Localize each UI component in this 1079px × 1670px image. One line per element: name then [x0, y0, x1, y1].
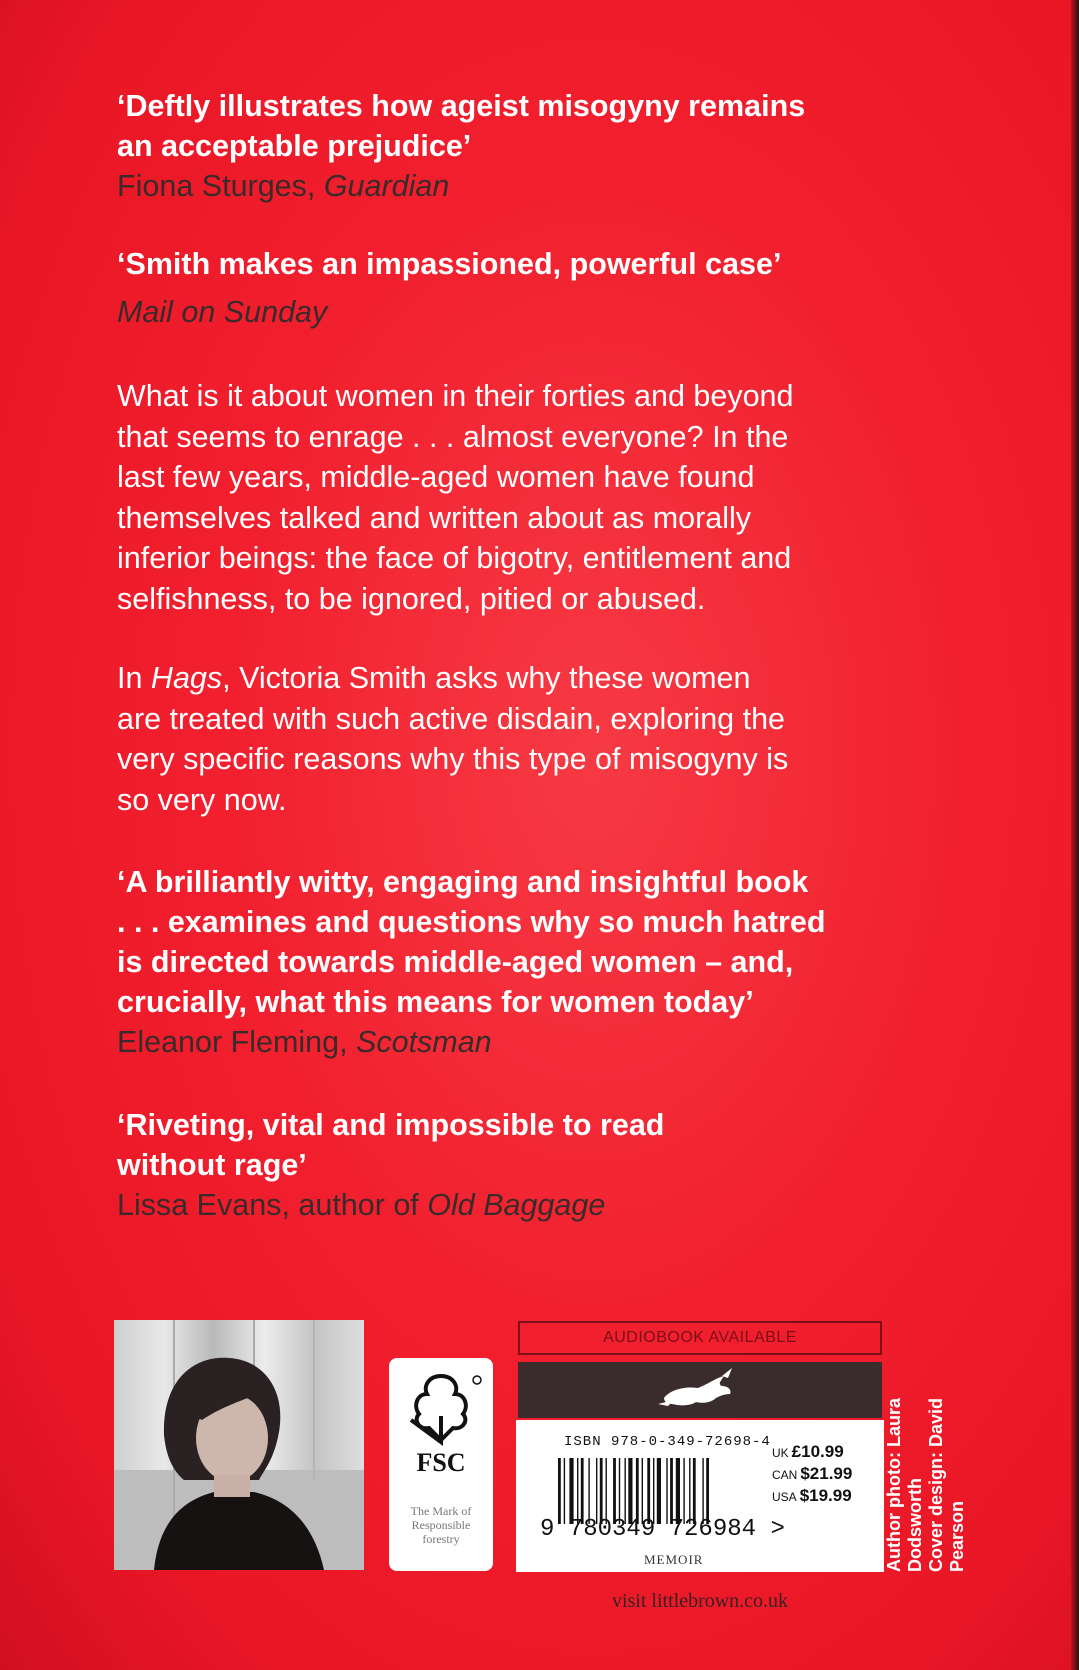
isbn-text: ISBN 978-0-349-72698-4 — [564, 1434, 771, 1450]
quote-line: ‘Riveting, vital and impossible to read — [117, 1108, 665, 1142]
book-title: Old Baggage — [427, 1188, 606, 1222]
blurb-line: selfishness, to be ignored, pitied or abused. — [117, 581, 706, 616]
blurb-text: , Victoria Smith asks why these women — [222, 661, 751, 695]
reviewer-name: Eleanor Fleming, — [117, 1025, 357, 1059]
barcode-icon — [558, 1458, 754, 1524]
design-credit: Cover design: David Pearson — [926, 1397, 967, 1572]
audiobook-label: AUDIOBOOK AVAILABLE — [518, 1321, 882, 1355]
price-amount: $21.99 — [800, 1464, 853, 1483]
blurb-line: themselves talked and written about as morally — [117, 500, 752, 535]
quote-line: crucially, what this means for women today’ — [117, 985, 754, 1019]
blurb-paragraph-2 — [117, 658, 937, 820]
quote-line: ‘Deftly illustrates how ageist misogyny remains — [117, 89, 806, 123]
blurb-paragraph-1 — [117, 376, 937, 619]
hare-icon — [518, 1362, 882, 1418]
blurb-line: What is it about women in their forties and beyond — [117, 379, 794, 413]
book-title: Hags — [150, 661, 223, 695]
reviewer-name: Fiona Sturges, — [117, 169, 324, 203]
review-quote-3 — [117, 862, 917, 1022]
author-photo — [114, 1320, 364, 1570]
book-category: MEMOIR — [644, 1552, 704, 1567]
fsc-name: FSC — [416, 1448, 466, 1477]
review-attribution-1 — [117, 166, 917, 206]
review-attribution-2 — [117, 292, 917, 332]
publisher-website: visit littlebrown.co.uk — [611, 1590, 789, 1612]
cover-credits — [884, 1322, 967, 1572]
fsc-tagline-line: Responsible — [411, 1518, 471, 1532]
review-quote-4 — [117, 1105, 917, 1185]
fsc-tree-icon — [389, 1364, 493, 1452]
quote-line: is directed towards middle-aged women – and, — [117, 945, 794, 979]
fsc-tagline-line: The Mark of — [410, 1504, 472, 1518]
reviewer-name: Lissa Evans, author of — [117, 1188, 428, 1222]
review-attribution-4 — [117, 1185, 917, 1225]
fsc-tagline-line: forestry — [422, 1532, 460, 1546]
price-amount: £10.99 — [791, 1442, 844, 1461]
publication-name: Scotsman — [356, 1025, 492, 1059]
blurb-line: last few years, middle-aged women have found — [117, 460, 755, 494]
price-currency: CAN — [772, 1468, 798, 1482]
quote-line: ‘A brilliantly witty, engaging and insightful book — [117, 865, 809, 899]
blurb-line: inferior beings: the face of bigotry, entitlement and — [117, 541, 792, 575]
fsc-tagline — [395, 1504, 487, 1546]
price-amount: $19.99 — [799, 1486, 852, 1505]
quote-line: . . . examines and questions why so much hatred — [117, 905, 826, 939]
photo-credit: Author photo: Laura Dodsworth — [884, 1398, 925, 1572]
quote-line: without rage’ — [117, 1148, 307, 1182]
blurb-line: so very now. — [117, 782, 287, 817]
quote-line: ‘Smith makes an impassioned, powerful case’ — [117, 247, 782, 281]
price-can — [772, 1464, 852, 1484]
review-quote-2 — [117, 244, 917, 284]
blurb-line: that seems to enrage . . . almost everyone? In the — [117, 419, 789, 454]
blurb-line: are treated with such active disdain, exploring the — [117, 701, 785, 736]
price-currency: UK — [772, 1446, 789, 1460]
author-portrait-icon — [114, 1320, 364, 1570]
price-usa — [772, 1486, 852, 1506]
audiobook-banner — [518, 1362, 882, 1418]
blurb-line: very specific reasons why this type of misogyny is — [117, 742, 789, 776]
publication-name: Guardian — [323, 169, 450, 203]
barcode-digits: 9 780349 726984 > — [540, 1516, 785, 1543]
fsc-logo — [389, 1358, 493, 1571]
book-edge — [1071, 0, 1079, 1670]
quote-line: an acceptable prejudice’ — [117, 129, 472, 163]
blurb-text: In — [117, 661, 151, 695]
review-attribution-3 — [117, 1022, 917, 1062]
price-uk — [772, 1442, 844, 1462]
barcode-panel — [516, 1420, 884, 1572]
publication-name: Mail on Sunday — [117, 295, 328, 329]
blurb-line — [117, 658, 937, 699]
price-currency: USA — [772, 1490, 797, 1504]
review-quote-1 — [117, 86, 917, 166]
